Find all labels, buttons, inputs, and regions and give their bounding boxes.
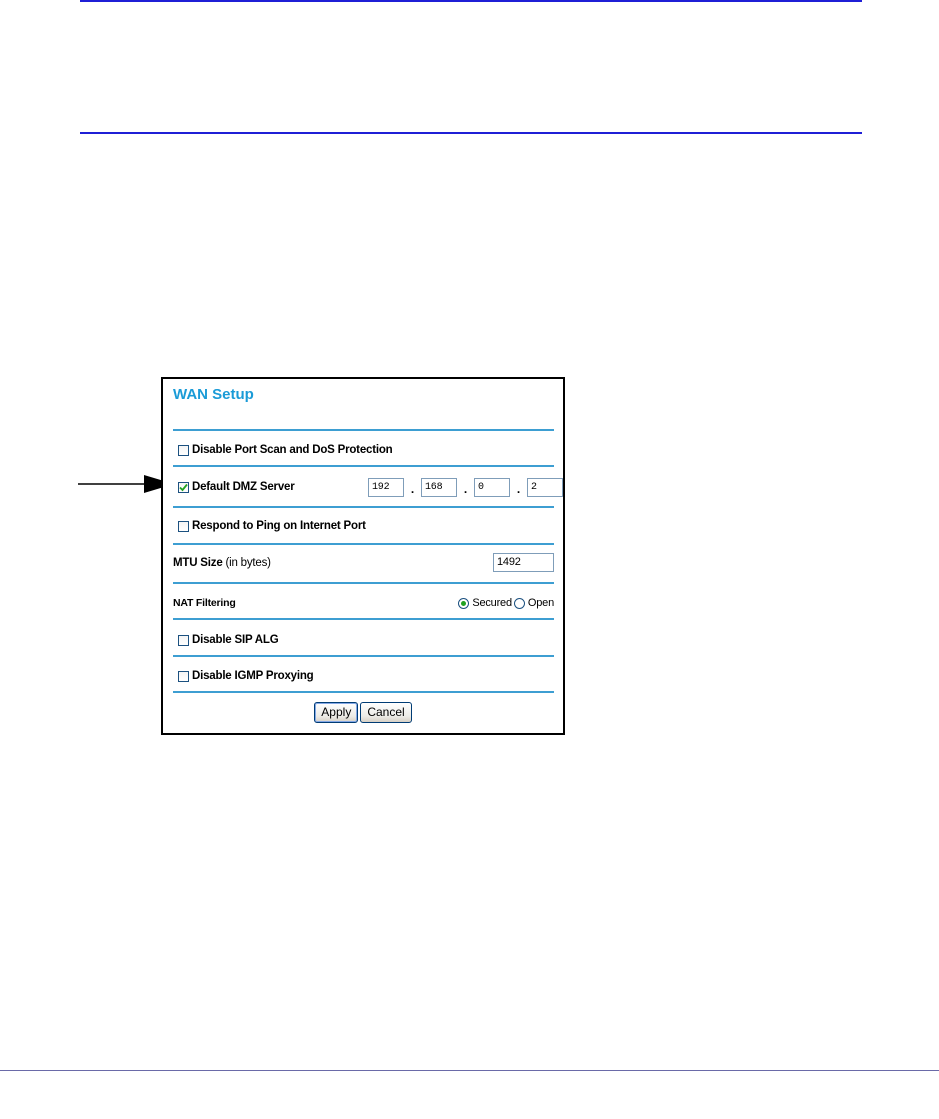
- header-rule: [80, 132, 862, 134]
- nat-filtering-row: [173, 591, 554, 615]
- disable-sip-alg-label: Disable SIP ALG: [192, 634, 279, 646]
- mtu-row: [173, 551, 554, 575]
- panel-title: WAN Setup: [173, 386, 254, 403]
- separator: [173, 506, 554, 508]
- nat-filtering-options: [458, 591, 554, 615]
- ip-dot: .: [410, 482, 415, 496]
- separator: [173, 582, 554, 584]
- disable-igmp-label: Disable IGMP Proxying: [192, 670, 314, 682]
- separator: [173, 618, 554, 620]
- default-dmz-checkbox[interactable]: [178, 482, 189, 493]
- respond-ping-row: [173, 514, 554, 538]
- mtu-label: MTU Size (in bytes): [173, 557, 271, 569]
- wan-setup-panel: [161, 377, 565, 735]
- ip-dot: .: [516, 482, 521, 496]
- default-dmz-row: [173, 475, 554, 499]
- top-rule: [80, 0, 862, 2]
- separator: [173, 465, 554, 467]
- apply-button[interactable]: Apply: [314, 702, 358, 723]
- check-icon: [179, 483, 188, 492]
- disable-sip-alg-checkbox[interactable]: [178, 635, 189, 646]
- disable-port-scan-row: [173, 438, 554, 462]
- separator: [173, 691, 554, 693]
- separator: [173, 543, 554, 545]
- nat-open-radio[interactable]: [514, 598, 525, 609]
- disable-igmp-row: [173, 664, 554, 688]
- dmz-ip-octet-3[interactable]: 0: [474, 478, 510, 497]
- dmz-ip-octet-4[interactable]: 2: [527, 478, 563, 497]
- respond-ping-label: Respond to Ping on Internet Port: [192, 520, 366, 532]
- disable-port-scan-checkbox[interactable]: [178, 445, 189, 456]
- cancel-button[interactable]: Cancel: [360, 702, 411, 723]
- nat-open-label: Open: [527, 597, 554, 609]
- mtu-size-input[interactable]: 1492: [493, 553, 554, 572]
- disable-igmp-checkbox[interactable]: [178, 671, 189, 682]
- footer-rule: [0, 1070, 939, 1071]
- nat-secured-label: Secured: [472, 597, 512, 609]
- dmz-ip-octet-1[interactable]: 192: [368, 478, 404, 497]
- callout-arrow-icon: [78, 474, 174, 494]
- respond-ping-checkbox[interactable]: [178, 521, 189, 532]
- separator: [173, 429, 554, 431]
- disable-port-scan-label: Disable Port Scan and DoS Protection: [192, 444, 393, 456]
- dmz-ip-octet-2[interactable]: 168: [421, 478, 457, 497]
- default-dmz-label: Default DMZ Server: [192, 481, 295, 493]
- form-buttons: [163, 702, 563, 723]
- disable-sip-alg-row: [173, 628, 554, 652]
- nat-filtering-label: NAT Filtering: [173, 597, 236, 609]
- ip-dot: .: [463, 482, 468, 496]
- dmz-ip-address: [368, 475, 563, 499]
- nat-secured-radio[interactable]: [458, 598, 469, 609]
- separator: [173, 655, 554, 657]
